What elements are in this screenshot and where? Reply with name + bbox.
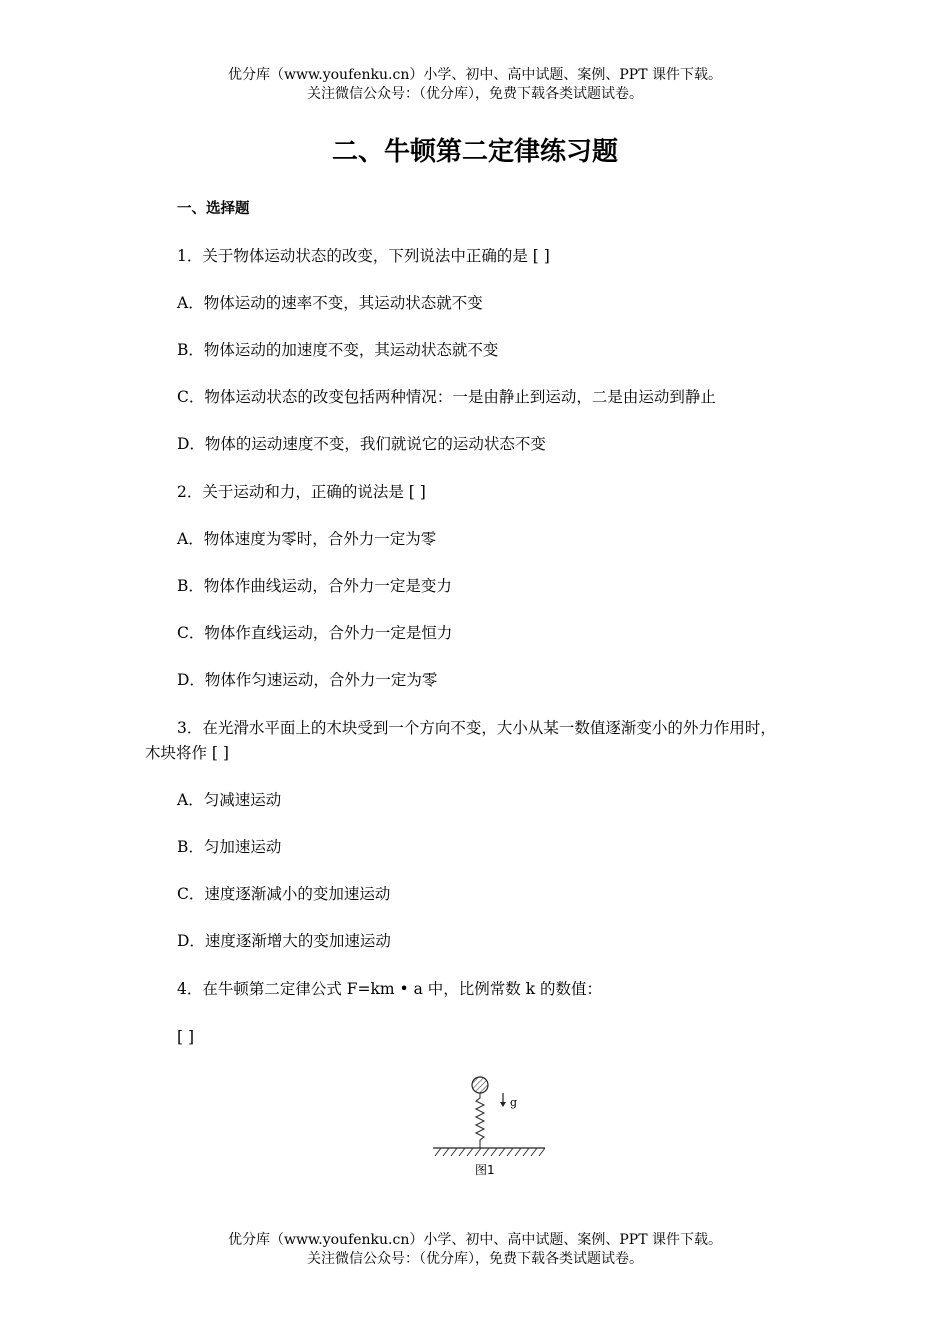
question-2-option-b: B．物体作曲线运动，合外力一定是变力 bbox=[177, 577, 452, 595]
question-3-stem: 3．在光滑水平面上的木块受到一个方向不变，大小从某一数值逐渐变小的外力作用时， bbox=[177, 719, 776, 737]
question-2-option-a: A．物体速度为零时，合外力一定为零 bbox=[177, 530, 437, 548]
gravity-label: g bbox=[510, 1096, 518, 1109]
question-4-blank: [ ] bbox=[177, 1028, 195, 1046]
header-line-2: 关注微信公众号：（优分库），免费下载各类试题试卷。 bbox=[307, 86, 643, 102]
question-3-stem-continued: 木块将作 [ ] bbox=[145, 744, 229, 762]
page-footer bbox=[0, 1231, 950, 1269]
question-1-option-c: C．物体运动状态的改变包括两种情况：一是由静止到运动，二是由运动到静止 bbox=[177, 388, 716, 406]
question-1-option-d: D．物体的运动速度不变，我们就说它的运动状态不变 bbox=[177, 435, 546, 453]
ground bbox=[433, 1148, 545, 1156]
footer-line-1: 优分库（www.youfenku.cn）小学、初中、高中试题、案例、PPT 课件下载。 bbox=[227, 1232, 722, 1248]
figure-caption: 图1 bbox=[475, 1163, 495, 1177]
page-header bbox=[0, 66, 950, 104]
figure-1 bbox=[425, 1068, 555, 1183]
header-line-1: 优分库（www.youfenku.cn）小学、初中、高中试题、案例、PPT 课件下载。 bbox=[227, 67, 722, 83]
question-3-option-c: C．速度逐渐减小的变加速运动 bbox=[177, 885, 391, 903]
section-heading: 一、选择题 bbox=[177, 201, 250, 217]
question-3-option-d: D．速度逐渐增大的变加速运动 bbox=[177, 932, 391, 950]
question-2-stem: 2．关于运动和力，正确的说法是 [ ] bbox=[177, 483, 426, 501]
question-3-option-a: A．匀减速运动 bbox=[177, 791, 282, 809]
question-2-option-c: C．物体作直线运动，合外力一定是恒力 bbox=[177, 624, 453, 642]
footer-line-2: 关注微信公众号：（优分库），免费下载各类试题试卷。 bbox=[307, 1251, 643, 1267]
question-1-option-a: A．物体运动的速率不变，其运动状态就不变 bbox=[177, 294, 483, 312]
question-4-stem: 4．在牛顿第二定律公式 F=km • a 中，比例常数 k 的数值： bbox=[177, 980, 603, 998]
question-2-option-d: D．物体作匀速运动，合外力一定为零 bbox=[177, 671, 438, 689]
question-1-option-b: B．物体运动的加速度不变，其运动状态就不变 bbox=[177, 341, 499, 359]
ball bbox=[472, 1077, 488, 1093]
question-1-stem: 1．关于物体运动状态的改变，下列说法中正确的是 [ ] bbox=[177, 247, 550, 265]
spring bbox=[476, 1093, 484, 1148]
question-3-option-b: B．匀加速运动 bbox=[177, 838, 282, 856]
gravity-arrow-icon bbox=[500, 1093, 506, 1107]
page-title: 二、牛顿第二定律练习题 bbox=[331, 137, 618, 167]
